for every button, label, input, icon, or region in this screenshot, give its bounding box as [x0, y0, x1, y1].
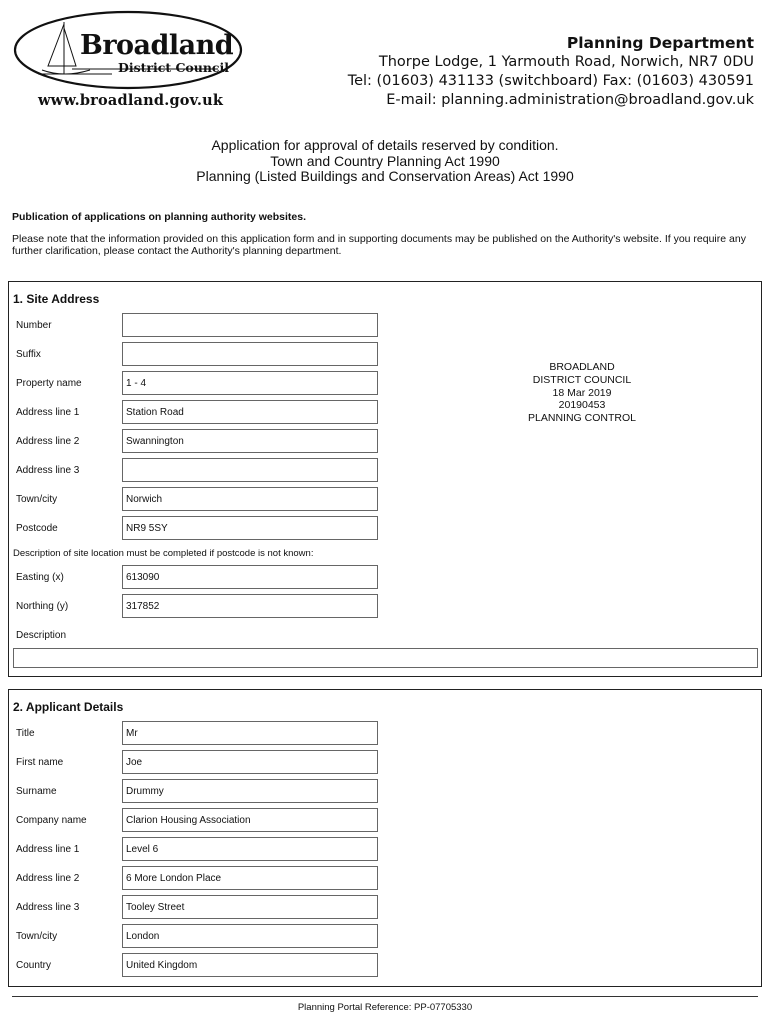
section-heading: 1. Site Address — [13, 292, 100, 306]
field-postcode — [16, 516, 396, 541]
stamp-line: BROADLAND — [549, 361, 615, 373]
first-name-input[interactable]: Joe — [122, 750, 378, 774]
field-label: Suffix — [16, 349, 41, 360]
form-title — [0, 138, 770, 185]
address-line-1-input[interactable]: Level 6 — [122, 837, 378, 861]
address-line-2-input[interactable]: 6 More London Place — [122, 866, 378, 890]
stamp-line: PLANNING CONTROL — [528, 412, 636, 425]
field-label: Easting (x) — [16, 572, 64, 583]
field-label: Town/city — [16, 494, 58, 505]
field-label: Number — [16, 320, 52, 331]
easting-input[interactable]: 613090 — [122, 565, 378, 589]
property-name-input[interactable]: 1 - 4 — [122, 371, 378, 395]
northing-input[interactable]: 317852 — [122, 594, 378, 618]
field-label: Surname — [16, 786, 57, 797]
publication-heading: Publication of applications on planning authority websites. — [12, 211, 307, 223]
location-note: Description of site location must be completed if postcode is not known: — [13, 548, 314, 559]
section-heading: 2. Applicant Details — [13, 700, 124, 714]
description-input[interactable] — [13, 648, 758, 668]
field-address-line-2 — [16, 866, 396, 891]
stamp-line: 18 Mar 2019 — [552, 386, 612, 399]
field-label: Address line 1 — [16, 407, 80, 418]
received-stamp — [514, 361, 650, 425]
field-label: Address line 2 — [16, 873, 80, 884]
field-address-line-3 — [16, 895, 396, 920]
form-title-line-2: Town and Country Planning Act 1990 — [270, 152, 500, 169]
field-label: Northing (y) — [16, 601, 69, 612]
field-description — [16, 623, 396, 648]
field-label: Country — [16, 960, 52, 971]
field-label: Address line 2 — [16, 436, 80, 447]
town-city-input[interactable]: Norwich — [122, 487, 378, 511]
publication-text: Please note that the information provided on this application form and in supporting documents may be published on the Authority's website. If you require any further clarification, please contact the Authority's planning department. — [12, 233, 746, 257]
website-link[interactable]: www.broadland.gov.uk — [38, 92, 224, 109]
field-label: Property name — [16, 378, 82, 389]
address-line-1-input[interactable]: Station Road — [122, 400, 378, 424]
field-address-line-1 — [16, 400, 396, 425]
company-name-input[interactable]: Clarion Housing Association — [122, 808, 378, 832]
department-address: Thorpe Lodge, 1 Yarmouth Road, Norwich, NR7 0DU — [378, 54, 754, 70]
field-suffix — [16, 342, 396, 367]
postcode-input[interactable]: NR9 5SY — [122, 516, 378, 540]
field-label: Company name — [16, 815, 87, 826]
field-northing — [16, 594, 396, 619]
title-input[interactable]: Mr — [122, 721, 378, 745]
field-label: Address line 1 — [16, 844, 80, 855]
field-label: Title — [16, 728, 35, 739]
field-label: Address line 3 — [16, 902, 80, 913]
department-name: Planning Department — [566, 34, 754, 52]
field-country — [16, 953, 396, 978]
suffix-input[interactable] — [122, 342, 378, 366]
address-line-3-input[interactable]: Tooley Street — [122, 895, 378, 919]
form-title-line-1: Application for approval of details reserved by condition. — [211, 137, 559, 153]
country-input[interactable]: United Kingdom — [122, 953, 378, 977]
logo-subtitle: District Council — [118, 60, 230, 75]
field-company-name — [16, 808, 396, 833]
site-address-section — [8, 281, 762, 677]
portal-reference: Planning Portal Reference: PP-07705330 — [297, 1002, 473, 1013]
department-phone: Tel: (01603) 431133 (switchboard) Fax: (01603) 430591 — [347, 73, 754, 89]
field-first-name — [16, 750, 396, 775]
field-label: First name — [16, 757, 64, 768]
field-address-line-2 — [16, 429, 396, 454]
stamp-line: DISTRICT COUNCIL — [532, 373, 632, 386]
address-line-3-input[interactable] — [122, 458, 378, 482]
broadland-logo — [12, 8, 244, 92]
footer-divider — [12, 996, 758, 997]
field-number — [16, 313, 396, 338]
field-town-city — [16, 487, 396, 512]
field-property-name — [16, 371, 396, 396]
field-surname — [16, 779, 396, 804]
applicant-details-section — [8, 689, 762, 987]
town-city-input[interactable]: London — [122, 924, 378, 948]
form-title-line-3: Planning (Listed Buildings and Conservation Areas) Act 1990 — [196, 168, 574, 184]
field-label: Town/city — [16, 931, 58, 942]
number-input[interactable] — [122, 313, 378, 337]
field-label: Description — [16, 630, 67, 641]
field-town-city — [16, 924, 396, 949]
department-contact — [348, 33, 754, 110]
surname-input[interactable]: Drummy — [122, 779, 378, 803]
stamp-line: 20190453 — [558, 399, 606, 412]
field-title — [16, 721, 396, 746]
field-address-line-3 — [16, 458, 396, 483]
department-email[interactable]: E-mail: planning.administration@broadland.gov.uk — [386, 92, 754, 108]
logo-title: Broadland — [80, 30, 234, 61]
field-easting — [16, 565, 396, 590]
field-label: Address line 3 — [16, 465, 80, 476]
address-line-2-input[interactable]: Swannington — [122, 429, 378, 453]
field-label: Postcode — [16, 523, 58, 534]
field-address-line-1 — [16, 837, 396, 862]
